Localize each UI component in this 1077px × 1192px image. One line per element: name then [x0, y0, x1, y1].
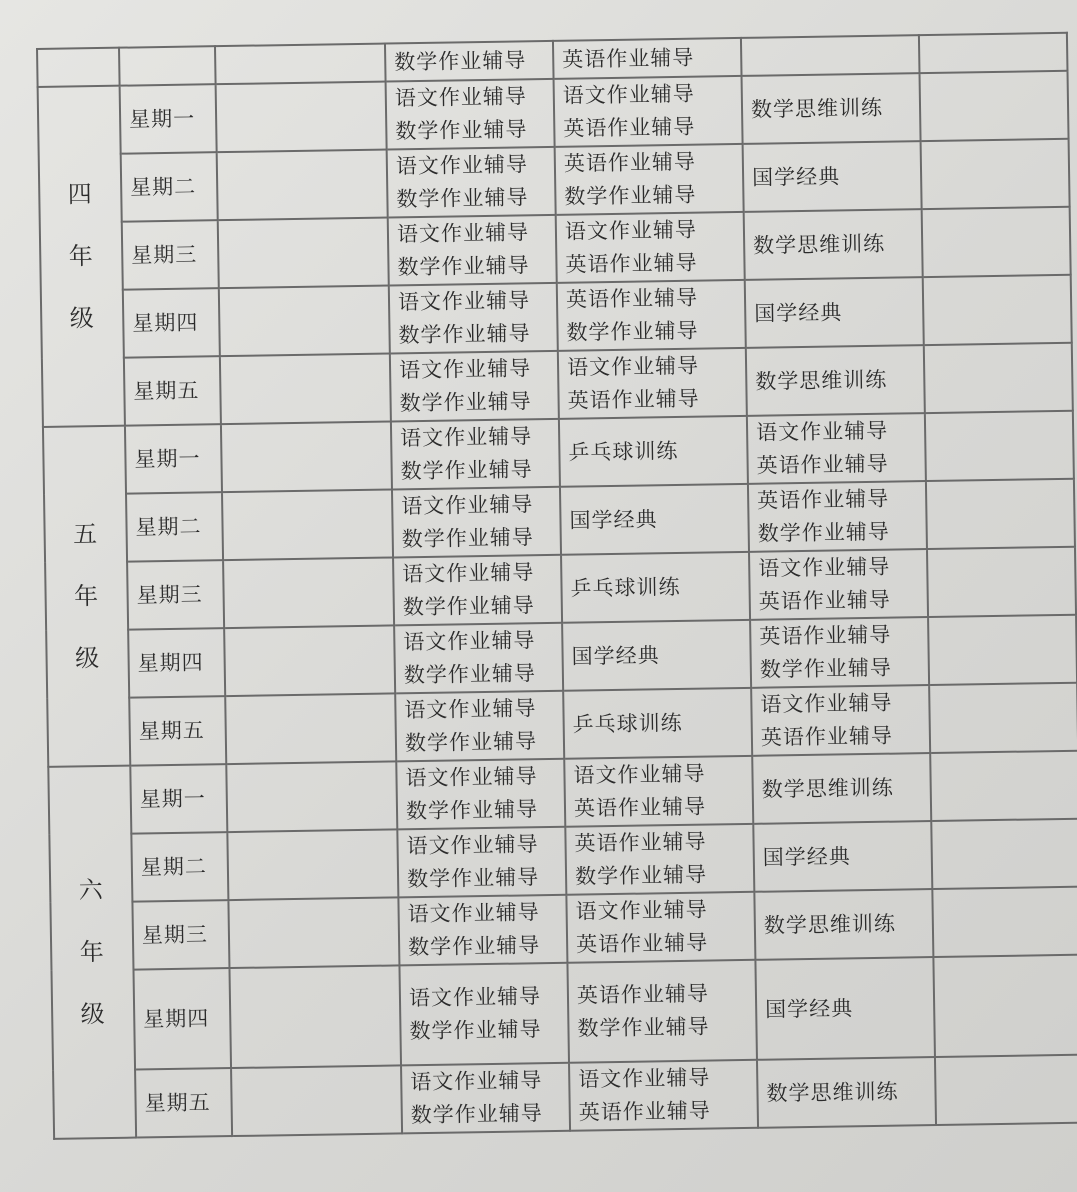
activity-cell-c — [745, 277, 924, 348]
weekday-cell: 星期一 — [120, 84, 217, 153]
activity-cell-b — [562, 620, 751, 691]
activity-line: 国学经典 — [762, 843, 851, 870]
blank-cell — [216, 82, 387, 153]
activity-cell-c — [744, 209, 923, 280]
extra-cell — [931, 819, 1077, 889]
grade-label-char: 四 — [67, 180, 94, 209]
blank-cell — [222, 489, 393, 560]
day-cell-empty — [119, 46, 216, 86]
blank-cell — [224, 625, 395, 696]
activity-cell-c — [746, 345, 925, 416]
grade-label-char: 年 — [68, 242, 94, 271]
activity-line: 数学作业辅导 — [406, 865, 540, 892]
activity-cell-b — [564, 756, 753, 827]
activity-cell-a — [386, 79, 555, 150]
activity-cell-a — [398, 895, 567, 966]
extra-cell — [924, 343, 1073, 413]
activity-cell-c — [741, 35, 920, 76]
activity-cell-c — [742, 73, 921, 144]
activity-line: 数学作业辅导 — [566, 318, 699, 345]
weekday-cell: 星期三 — [127, 560, 224, 629]
weekday-cell: 星期四 — [123, 288, 220, 357]
activity-line: 数学作业辅导 — [400, 457, 533, 484]
activity-line: 乒乓球训练 — [572, 710, 683, 737]
activity-line: 语文作业辅导 — [404, 696, 537, 723]
grade-label-char: 级 — [80, 1000, 106, 1029]
activity-line: 语文作业辅导 — [401, 492, 534, 519]
activity-line: 数学作业辅导 — [396, 185, 529, 212]
activity-line: 语文作业辅导 — [575, 897, 708, 924]
activity-line: 英语作业辅导 — [574, 829, 707, 856]
grade-label-cell — [43, 426, 130, 767]
activity-line: 语文作业辅导 — [760, 690, 893, 717]
activity-line: 数学作业辅导 — [757, 519, 890, 546]
grade-cell-empty — [37, 48, 120, 87]
activity-line: 英语作业辅导 — [760, 723, 894, 750]
activity-cell-c — [754, 889, 933, 960]
weekday-cell: 星期三 — [132, 900, 229, 969]
activity-line: 乒乓球训练 — [570, 574, 681, 601]
grade-label-cell — [38, 86, 125, 427]
blank-cell — [226, 761, 397, 832]
activity-cell-b — [558, 348, 747, 419]
activity-line: 数学作业辅导 — [407, 933, 541, 960]
activity-line: 英语作业辅导 — [567, 386, 700, 413]
activity-line: 数学思维训练 — [755, 367, 888, 394]
activity-line: 数学作业辅导 — [395, 117, 528, 144]
activity-line: 数学思维训练 — [761, 775, 894, 802]
weekday-cell: 星期二 — [126, 492, 223, 561]
activity-cell-b — [554, 76, 743, 147]
activity-cell-a — [393, 555, 562, 626]
activity-cell-a — [399, 963, 569, 1066]
table-row — [51, 955, 1077, 1071]
activity-line: 语文作业辅导 — [398, 356, 532, 383]
activity-line: 数学思维训练 — [752, 231, 886, 258]
activity-line: 数学作业辅导 — [405, 797, 539, 824]
activity-line: 语文作业辅导 — [755, 418, 889, 445]
weekday-cell: 星期一 — [125, 424, 222, 493]
activity-cell-b — [567, 960, 757, 1063]
extra-cell — [928, 615, 1077, 685]
activity-line: 数学作业辅导 — [399, 389, 532, 416]
activity-line: 语文作业辅导 — [407, 900, 540, 927]
grade-label-char: 级 — [69, 304, 95, 333]
activity-cell-a — [396, 759, 565, 830]
blank-cell — [225, 693, 396, 764]
grade-label-char: 年 — [73, 582, 100, 611]
activity-line: 英语作业辅导 — [573, 794, 707, 821]
extra-cell — [927, 547, 1076, 617]
activity-line: 语文作业辅导 — [408, 984, 542, 1011]
activity-line: 语文作业辅导 — [566, 353, 700, 380]
activity-line: 国学经典 — [764, 995, 854, 1022]
activity-line: 语文作业辅导 — [403, 628, 536, 655]
activity-line: 英语作业辅导 — [757, 486, 890, 513]
activity-cell-c — [743, 141, 922, 212]
activity-line: 英语作业辅导 — [756, 451, 889, 478]
activity-line: 数学作业辅导 — [410, 1101, 543, 1128]
activity-cell-a — [387, 147, 556, 218]
grade-label-char: 五 — [72, 520, 99, 549]
activity-cell-a — [390, 351, 559, 422]
blank-cell — [215, 44, 386, 85]
blank-cell — [229, 965, 401, 1068]
activity-line: 国学经典 — [754, 299, 843, 326]
blank-cell — [227, 829, 398, 900]
blank-cell — [221, 421, 392, 492]
extra-cell — [921, 139, 1070, 209]
extra-cell — [929, 683, 1077, 753]
activity-line: 国学经典 — [571, 642, 660, 669]
activity-line: 语文作业辅导 — [399, 424, 533, 451]
activity-cell-b — [561, 552, 750, 623]
blank-cell — [218, 217, 389, 288]
activity-cell-c — [751, 685, 930, 756]
activity-line: 数学作业辅导 — [397, 253, 530, 280]
weekday-cell: 星期五 — [135, 1068, 232, 1137]
activity-line: 数学作业辅导 — [398, 321, 531, 348]
activity-line: 数学思维训练 — [750, 95, 884, 122]
activity-cell-a — [401, 1063, 570, 1134]
blank-cell — [223, 557, 394, 628]
blank-cell — [220, 353, 391, 424]
activity-line: 英语作业辅导 — [565, 285, 699, 312]
extra-cell — [933, 955, 1077, 1057]
blank-cell — [231, 1065, 402, 1136]
activity-line: 数学作业辅导 — [401, 525, 534, 552]
activity-cell-a — [397, 827, 566, 898]
grade-label-char: 六 — [78, 876, 104, 905]
activity-line: 语文作业辅导 — [564, 217, 698, 244]
extra-cell — [935, 1055, 1077, 1125]
activity-cell-c — [749, 549, 928, 620]
activity-line: 数学作业辅导 — [577, 1014, 710, 1041]
extra-cell — [920, 71, 1069, 141]
activity-cell-a: 数学作业辅导 — [385, 41, 554, 82]
activity-line: 英语作业辅导 — [563, 149, 697, 176]
weekday-cell: 星期二 — [121, 152, 218, 221]
grade-label-char: 年 — [79, 938, 105, 967]
activity-cell-a — [394, 623, 563, 694]
weekday-cell: 星期二 — [131, 832, 228, 901]
activity-line: 数学作业辅导 — [564, 182, 697, 209]
blank-cell — [219, 285, 390, 356]
extra-cell — [925, 411, 1074, 481]
activity-line: 数学作业辅导 — [759, 655, 893, 682]
activity-cell-c — [757, 1057, 936, 1128]
activity-cell-a — [392, 487, 561, 558]
activity-cell-b — [565, 824, 754, 895]
activity-line: 语文作业辅导 — [410, 1068, 543, 1095]
schedule-table — [36, 32, 1077, 1140]
activity-cell-a — [391, 419, 560, 490]
activity-line: 语文作业辅导 — [396, 220, 530, 247]
activity-cell-b — [556, 212, 745, 283]
activity-cell-c — [750, 617, 929, 688]
activity-line: 数学作业辅导 — [409, 1017, 542, 1044]
activity-line: 英语作业辅导 — [578, 1098, 711, 1125]
weekday-cell: 星期五 — [129, 696, 226, 765]
extra-cell — [923, 275, 1072, 345]
activity-line: 国学经典 — [569, 506, 658, 533]
activity-line: 语文作业辅导 — [405, 764, 538, 791]
activity-cell-b — [569, 1060, 758, 1131]
activity-cell-b — [563, 688, 752, 759]
activity-cell-c — [752, 753, 931, 824]
extra-cell — [930, 751, 1077, 821]
activity-line: 语文作业辅导 — [562, 81, 695, 108]
activity-line: 英语作业辅导 — [758, 587, 891, 614]
activity-line: 数学思维训练 — [763, 911, 897, 938]
activity-cell-b — [566, 892, 755, 963]
grade-label-char: 级 — [74, 644, 101, 673]
activity-line: 英语作业辅导 — [576, 981, 710, 1008]
extra-cell — [919, 33, 1068, 73]
activity-line: 语文作业辅导 — [395, 152, 529, 179]
activity-cell-b — [559, 416, 748, 487]
blank-cell — [217, 150, 388, 221]
activity-line: 语文作业辅导 — [406, 832, 539, 859]
activity-cell-b — [555, 144, 744, 215]
activity-line: 英语作业辅导 — [565, 250, 698, 277]
activity-line: 英语作业辅导 — [563, 114, 696, 141]
weekday-cell: 星期四 — [133, 968, 231, 1069]
weekday-cell: 星期四 — [128, 628, 225, 697]
activity-cell-c — [753, 821, 932, 892]
activity-cell-b: 英语作业辅导 — [553, 38, 742, 79]
activity-cell-a — [388, 215, 557, 286]
weekday-cell: 星期一 — [130, 764, 227, 833]
activity-line: 数学作业辅导 — [404, 729, 538, 756]
weekday-cell: 星期三 — [122, 220, 219, 289]
activity-cell-c — [755, 957, 935, 1060]
activity-line: 数学作业辅导 — [574, 862, 708, 889]
activity-line: 语文作业辅导 — [758, 554, 891, 581]
activity-line: 乒乓球训练 — [568, 438, 679, 465]
activity-cell-b — [557, 280, 746, 351]
activity-line: 语文作业辅导 — [578, 1065, 711, 1092]
activity-line: 数学作业辅导 — [403, 661, 537, 688]
activity-cell-a — [395, 691, 564, 762]
activity-cell-b — [560, 484, 749, 555]
activity-line: 语文作业辅导 — [397, 288, 531, 315]
grade-label-cell — [48, 766, 136, 1139]
activity-cell-c — [747, 413, 926, 484]
activity-line: 国学经典 — [751, 163, 841, 190]
activity-line: 语文作业辅导 — [573, 761, 706, 788]
extra-cell — [932, 887, 1077, 957]
activity-cell-a — [389, 283, 558, 354]
activity-line: 英语作业辅导 — [759, 622, 892, 649]
activity-line: 语文作业辅导 — [394, 84, 528, 111]
activity-line: 数学思维训练 — [766, 1079, 899, 1106]
schedule-body — [37, 33, 1077, 1139]
blank-cell — [228, 897, 399, 968]
weekday-cell: 星期五 — [124, 356, 221, 425]
activity-cell-c — [748, 481, 927, 552]
activity-line: 数学作业辅导 — [402, 593, 536, 620]
extra-cell — [922, 207, 1071, 277]
extra-cell — [926, 479, 1075, 549]
activity-line: 英语作业辅导 — [575, 930, 709, 957]
activity-line: 语文作业辅导 — [402, 560, 535, 587]
